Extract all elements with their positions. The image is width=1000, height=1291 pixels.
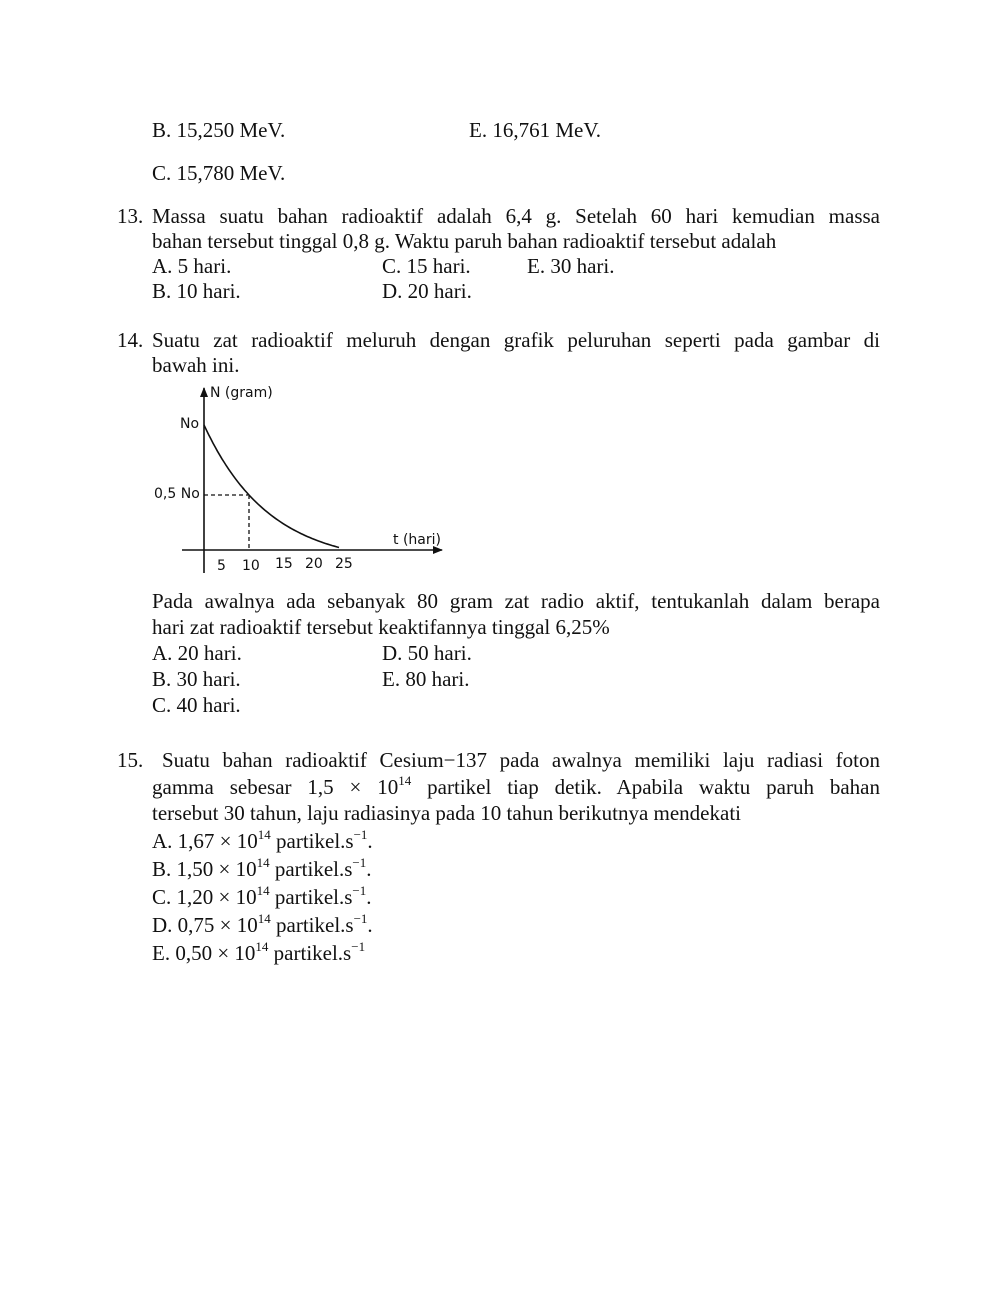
q15-option-a-unit-exp: −1 — [353, 827, 368, 842]
q14-question-line2: hari zat radioaktif tersebut keaktifannya tinggal 6,25% — [152, 615, 610, 639]
q15-option-e-value: E. 0,50 × 10 — [152, 941, 256, 965]
q15-option-c-value: C. 1,20 × 10 — [152, 885, 257, 909]
q15-option-c-unit: partikel.s — [269, 885, 353, 909]
q15-option-b-value: B. 1,50 × 10 — [152, 857, 257, 881]
q15-option-e-exp: 14 — [255, 939, 269, 954]
decay-graph — [150, 380, 460, 580]
x-axis-label: t (hari) — [393, 532, 441, 548]
q13-option-c: C. 15 hari. — [382, 254, 471, 278]
q15-line2-b: partikel tiap detik. Apabila waktu paruh bahan — [411, 775, 880, 799]
x-tick-10: 10 — [242, 558, 260, 574]
q15-number: 15. — [117, 748, 144, 772]
q15-option-b-unit: partikel.s — [269, 857, 353, 881]
q15-option-c-unit-exp: −1 — [352, 883, 367, 898]
q13-text-line2: bahan tersebut tinggal 0,8 g. Waktu paruh bahan radioaktif tersebut adalah — [152, 229, 777, 253]
q15-option-a — [152, 829, 373, 854]
q12-option-c: C. 15,780 MeV. — [152, 161, 286, 185]
q15-option-a-exp: 14 — [257, 827, 271, 842]
y-axis-label: N (gram) — [210, 385, 273, 401]
q15-option-c-exp: 14 — [256, 883, 270, 898]
q15-option-c-post: . — [366, 885, 372, 909]
q15-text-line2 — [152, 775, 880, 800]
q14-option-d: D. 50 hari. — [382, 641, 472, 665]
y-tick-no: No — [180, 416, 200, 432]
q14-option-b: B. 30 hari. — [152, 667, 241, 691]
q15-option-a-post: . — [367, 829, 373, 853]
q15-option-e-unit: partikel.s — [268, 941, 352, 965]
q15-option-b-post: . — [366, 857, 372, 881]
x-tick-25: 25 — [335, 556, 353, 572]
q14-text-line2: bawah ini. — [152, 353, 240, 377]
q12-option-e: E. 16,761 MeV. — [469, 118, 602, 142]
q15-option-d-exp: 14 — [257, 911, 271, 926]
q15-option-e-unit-exp: −1 — [351, 939, 366, 954]
q14-number: 14. — [117, 328, 144, 352]
q15-option-c — [152, 885, 372, 910]
x-tick-20: 20 — [305, 556, 323, 572]
q14-question-line1: Pada awalnya ada sebanyak 80 gram zat radio aktif, tentukanlah dalam berapa — [152, 589, 880, 613]
decay-curve — [204, 425, 339, 548]
y-tick-half-no: 0,5 No — [154, 486, 200, 502]
x-tick-15: 15 — [275, 556, 293, 572]
q13-option-a: A. 5 hari. — [152, 254, 232, 278]
q13-text-line1: Massa suatu bahan radioaktif adalah 6,4 g. Setelah 60 hari kemudian massa — [152, 204, 880, 228]
q13-number: 13. — [117, 204, 144, 228]
q13-option-b: B. 10 hari. — [152, 279, 241, 303]
q13-option-e: E. 30 hari. — [527, 254, 615, 278]
q15-option-d-unit: partikel.s — [270, 913, 354, 937]
q15-option-a-unit: partikel.s — [270, 829, 354, 853]
q15-line2-sup: 14 — [398, 773, 412, 788]
q15-text-line1: Suatu bahan radioaktif Cesium−137 pada awalnya memiliki laju radiasi foton — [162, 748, 880, 772]
q15-option-b — [152, 857, 372, 882]
q13-option-d: D. 20 hari. — [382, 279, 472, 303]
q15-option-b-unit-exp: −1 — [352, 855, 367, 870]
q14-option-c: C. 40 hari. — [152, 693, 241, 717]
q15-option-b-exp: 14 — [256, 855, 270, 870]
q15-line2-a: gamma sebesar 1,5 × 10 — [152, 775, 399, 799]
x-tick-5: 5 — [217, 558, 226, 574]
q15-option-d-value: D. 0,75 × 10 — [152, 913, 258, 937]
q14-text-line1: Suatu zat radioaktif meluruh dengan grafik peluruhan seperti pada gambar di — [152, 328, 880, 352]
q15-option-d-unit-exp: −1 — [353, 911, 368, 926]
q15-option-e — [152, 941, 365, 966]
q12-option-b: B. 15,250 MeV. — [152, 118, 286, 142]
q15-option-a-value: A. 1,67 × 10 — [152, 829, 258, 853]
q15-option-d — [152, 913, 373, 938]
q15-option-d-post: . — [367, 913, 373, 937]
q15-text-line3: tersebut 30 tahun, laju radiasinya pada 10 tahun berikutnya mendekati — [152, 801, 741, 825]
q14-option-e: E. 80 hari. — [382, 667, 470, 691]
q14-option-a: A. 20 hari. — [152, 641, 242, 665]
